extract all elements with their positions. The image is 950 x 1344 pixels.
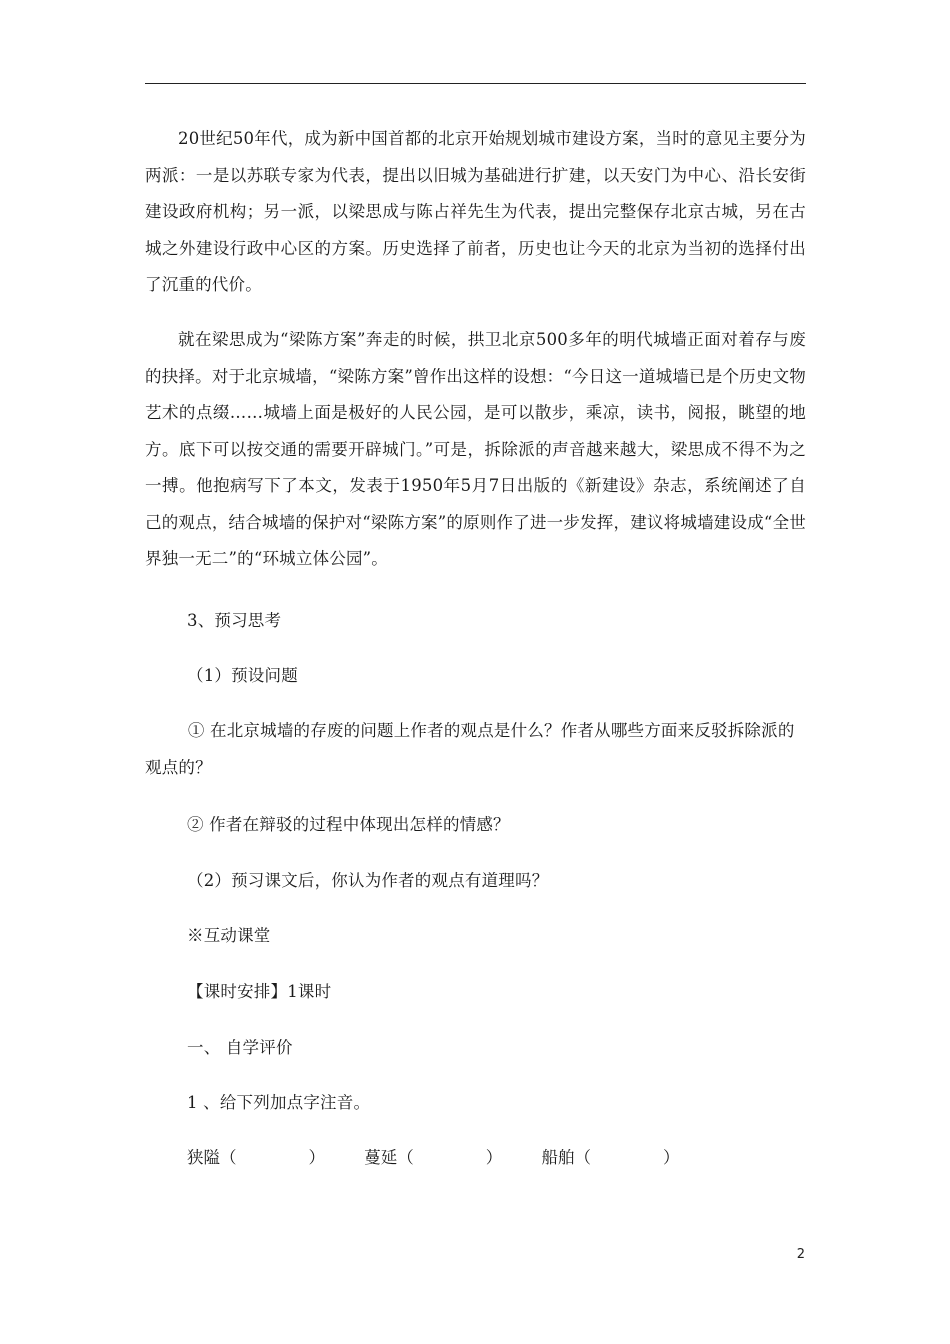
section-preview-heading: 3、预习思考 [187,611,282,630]
pinyin-close: ） [663,1148,680,1167]
self-study-heading: 一、 自学评价 [187,1038,293,1057]
paragraph-liangchen-plan: 就在梁思成为“梁陈方案”奔走的时候，拱卫北京500多年的明代城墙正面对着存与废的抉择。对于北京城墙，“梁陈方案”曾作出这样的设想：“今日这一道城墙已是个历史文物艺术的点缀……城墙上面是极好的人民公园，是可以散步，乘凉，读书，阅报，眺望的地方。底下可以按交通的需要开辟城门。”可是，拆除派的声音越来越大，梁思成不得不为之一搏。他抱病写下了本文，发表于1950年5月7日出版的《新建设》杂志，系统阐述了自己的观点，结合城墙的保护对“梁陈方案”的原则作了进一步发挥，建议将城墙建设成“全世界独一无二”的“环城立体公园”。 [145,330,806,568]
paragraph-background: 20世纪50年代，成为新中国首都的北京开始规划城市建设方案，当时的意见主要分为两派：一是以苏联专家为代表，提出以旧城为基础进行扩建，以天安门为中心、沿长安街建设政府机构；另一派，以梁思成与陈占祥先生为代表，提出完整保存北京古城，另在古城之外建设行政中心区的方案。历史选择了前者，历史也让今天的北京为当初的选择付出了沉重的代价。 [145,129,806,294]
schedule-line: 【课时安排】1课时 [187,982,332,1001]
pinyin-word: 船舶（ [541,1148,591,1167]
question-3: （2）预习课文后，你认为作者的观点有道理吗？ [187,871,549,890]
pinyin-word: 蔓延（ [364,1148,414,1167]
preset-questions-heading: （1）预设问题 [187,666,298,685]
question-2: ② 作者在辩驳的过程中体现出怎样的情感？ [187,815,510,834]
interactive-class-heading: ※互动课堂 [187,926,271,945]
pinyin-word: 狭隘（ [187,1148,237,1167]
pinyin-exercise-row [187,1148,714,1168]
pinyin-item [187,1148,325,1168]
pinyin-item [364,1148,502,1168]
pinyin-item [542,1148,680,1168]
question-1: ① 在北京城墙的存废的问题上作者的观点是什么？作者从哪些方面来反驳拆除派的观点的？ [145,721,795,777]
header-rule [145,83,806,84]
pinyin-task: 1 、给下列加点字注音。 [187,1093,371,1112]
page-number: 2 [796,1247,805,1262]
pinyin-close: ） [308,1148,325,1167]
pinyin-close: ） [485,1148,503,1167]
